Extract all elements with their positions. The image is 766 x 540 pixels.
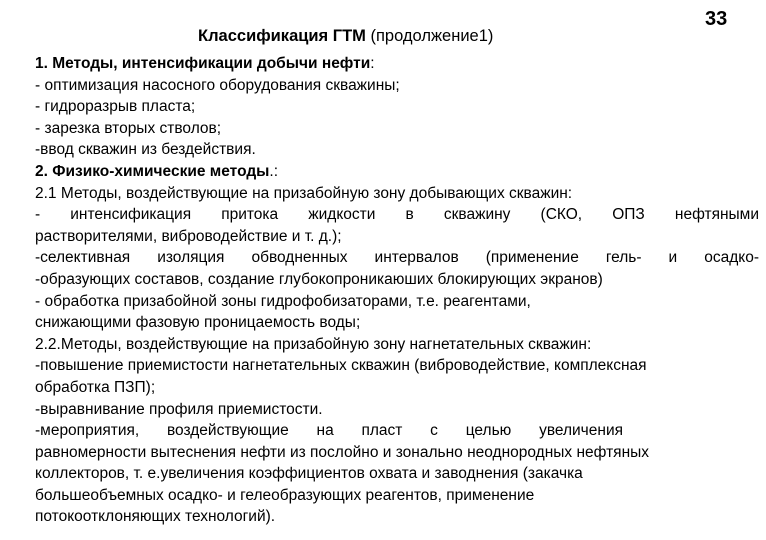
body-line: [35, 463, 759, 485]
body-line: [35, 269, 759, 291]
page-number: 33: [705, 8, 728, 30]
body-line: [35, 312, 759, 334]
text-segment: большеобъемных осадко- и гелеобразующих реагентов, применение: [35, 486, 535, 504]
text-segment: :: [370, 55, 375, 72]
slide-title: [198, 27, 493, 46]
body-line: [35, 118, 759, 140]
text-segment: .:: [269, 162, 279, 180]
body-line: [35, 139, 759, 161]
body-line: [35, 161, 759, 183]
text-segment: -повышение приемистости нагнетательных скважин (виброводействие, комплексная: [35, 357, 647, 375]
body-line: [35, 377, 759, 399]
body-line: [35, 96, 759, 118]
text-segment: потокоотклоняющих технологий).: [35, 508, 276, 526]
body-line: [35, 485, 759, 507]
text-segment: - зарезка вторых стволов;: [35, 119, 222, 137]
slide-title-main: Классификация ГТМ: [198, 27, 366, 45]
body-line: [35, 420, 623, 442]
bold-text: 2. Физико-химические методы: [35, 162, 270, 180]
text-segment: - оптимизация насосного оборудования скважины;: [35, 76, 400, 94]
text-segment: равномерности вытеснения нефти из послойно и зонально неоднородных нефтяных: [35, 443, 650, 461]
body-line: [35, 183, 759, 205]
body-line: [35, 247, 759, 269]
text-segment: -образующих составов, создание глубокопроникаюших блокирующих экранов): [35, 270, 603, 288]
text-segment: -ввод скважин из бездействия.: [35, 141, 256, 159]
body-line: [35, 506, 759, 528]
body-line: [35, 291, 759, 313]
body-line: [35, 442, 759, 464]
body-line: [35, 355, 759, 377]
text-segment: 2.2.Методы, воздействующие на призабойную зону нагнетательных скважин:: [35, 335, 592, 353]
text-segment: 2.1 Методы, воздействующие на призабойную зону добывающих скважин:: [35, 184, 573, 202]
body-line: [35, 75, 759, 97]
text-segment: - интенсификация притока жидкости в скважину (СКО, ОПЗ нефтяными: [35, 206, 759, 224]
bold-text: 1. Методы, интенсификации добычи нефти: [35, 55, 371, 72]
body-line: [35, 399, 759, 421]
body-line: [35, 53, 759, 75]
text-segment: обработка ПЗП);: [35, 378, 156, 396]
text-segment: -селективная изоляция обводненных интервалов (применение гель- и осадко-: [35, 249, 759, 267]
body-line: [35, 334, 759, 356]
text-segment: - гидроразрыв пласта;: [35, 98, 196, 116]
text-segment: -мероприятия, воздействующие на пласт с целью увеличения: [35, 422, 623, 440]
body-line: [35, 226, 759, 248]
text-segment: снижающими фазовую проницаемость воды;: [35, 314, 361, 332]
text-segment: коллекторов, т. е.увеличения коэффициентов охвата и заводнения (закачка: [35, 465, 583, 483]
text-segment: - обработка призабойной зоны гидрофобизаторами, т.е. реагентами,: [35, 292, 531, 310]
slide-title-subtitle: (продолжение1): [365, 27, 494, 45]
body-line: [35, 204, 759, 226]
text-segment: -выравнивание профиля приемистости.: [35, 400, 323, 418]
text-segment: растворителями, виброводействие и т. д.);: [35, 227, 342, 245]
body-text: [35, 53, 759, 528]
